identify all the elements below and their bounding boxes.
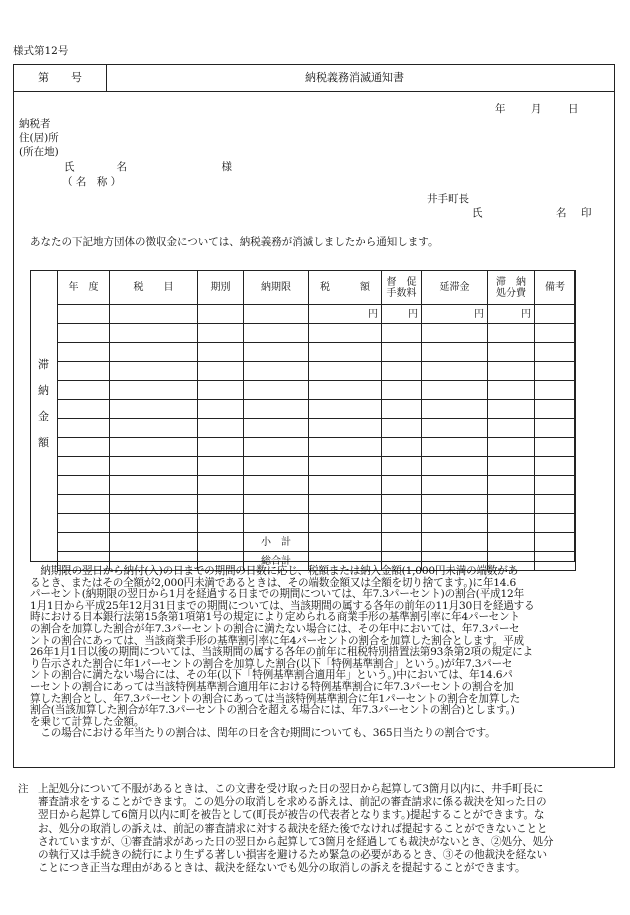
col-late-charge: 延滞金 [422,271,488,305]
seal-mark: 印 [581,207,592,219]
col-remarks: 備考 [535,271,576,305]
number-label: 第 号 [38,71,82,84]
table-row [58,305,576,324]
explanation-line: 26年1月1日以後の期間については、当該期間の属する各年の前年に租税特別措置法第93条第2項の規定によ [30,646,533,659]
yen-unit: 円 [422,305,488,324]
side-label-2: 納 [38,384,49,397]
header-divider [13,91,615,92]
note-line: の執行又は手続きの続行により生ずる著しい損害を避けるため緊急の必要があるとき、③その他裁決を経ない [38,849,547,862]
late-charge-explanation [30,566,534,740]
note-line: されていますが、①審査請求があった日の翌日から起算して3箇月を経過しても裁決がないとき、②処分、処分 [38,835,554,848]
date-year: 年 [495,103,506,115]
col-tax-amount: 税 額 [309,271,382,305]
date-month: 月 [531,103,542,115]
explanation-line: 納期限の翌日から納付(入)の日までの期間の日数に応じ、税額または納入金額(1,000円未満の端数があ [30,565,519,577]
explanation-line: を乗じて計算した金額。 [30,715,145,728]
notice-text: あなたの下記地方団体の徴収金については、納税義務が消滅しましたから通知します。 [30,236,439,248]
location-label: (所在地) [19,146,59,158]
table-row [58,514,576,533]
table-row [58,495,576,514]
appeal-note [38,783,553,875]
date-day: 日 [568,103,579,115]
explanation-line: の割合を加算した割合が年7.3パーセントの割合に満たない場合には、その年中においては、年7.3パーセ [30,622,520,635]
table-row [58,400,576,419]
issuer-name: 氏 [472,207,483,219]
note-line: 上記処分について不服があるときは、この文書を受け取った日の翌日から起算して3箇月以内に、井手町長に [38,783,544,795]
table-row [58,476,576,495]
subtotal-row [58,533,576,552]
explanation-line: ーセントの割合にあっては当該特例基準割合適用年における特例基準割合に年7.3パーセントの割合を加 [30,680,514,693]
side-label-3: 金 [38,410,49,423]
table-row [58,362,576,381]
table-row [58,343,576,362]
note-line: お、処分の取消しの訴えは、前記の審査請求に対する裁決を経た後でなければ提起することができないことと [38,822,548,835]
note-line: 審査請求をすることができます。この処分の取消しを求める訴えは、前記の審査請求に係る裁決を知った日の [38,796,547,809]
yen-unit: 円 [488,305,535,324]
name-label: 氏 名 様 [64,161,232,173]
document-title: 納税義務消滅通知書 [305,71,404,84]
explanation-line: り告示された割合に年1パーセントの割合を加算した割合(以下「特例基準割合」という。)が年7.3パーセ [30,657,513,670]
table-row [58,438,576,457]
address-label: 住(居)所 [19,132,59,144]
table-row [58,419,576,438]
corp-name-label: （ 名 称 ） [62,176,122,188]
header-row [58,271,576,305]
explanation-line: パーセント(納期限の翌日から1月を経過する日までの期間については、年7.3パーセント)の割合(平成12年 [30,588,524,601]
col-disposition-cost: 滞 納 処分費 [488,271,535,305]
explanation-line: 割合(当該加算した割合が年7.3パーセントの割合を超える場合には、年7.3パーセントの割合)とします。) [30,704,515,717]
note-line: 翌日から起算して6箇月以内に町を被告として(町長が被告の代表者となります。)提起することができます。な [38,809,545,822]
form-id: 様式第12号 [13,45,69,57]
table-row [58,324,576,343]
issuer-office: 井手町長 [427,193,469,205]
explanation-line: 算した割合とし、年7.3パーセントの割合にあっては当該特例基準割合に年1パーセントの割合を加算した [30,692,520,705]
explanation-line: 時における日本銀行法第15条第1項第1号の規定により定められる商業手形の基準割引率に年4パーセント [30,611,520,624]
col-period: 期別 [198,271,244,305]
issuer-name-2: 名 [556,207,567,219]
explanation-line: この場合における年当たりの割合は、閏年の日を含む期間についても、365日当たりの割合です。 [30,727,496,740]
col-tax-item: 税 目 [110,271,198,305]
explanation-line: 1月1日から平成25年12月31日までの期間については、当該期間の属する各年の前年の11月30日を経過する [30,599,535,612]
explanation-line: るとき、またはその全額が2,000円未満であるときは、その端数金額又は全額を切り捨てます。)に年14.6 [30,576,517,589]
arrears-table [57,270,576,571]
header-separator [106,64,107,91]
side-label-1: 滞 [38,358,49,371]
table-row [58,457,576,476]
side-label-4: 額 [38,436,49,449]
yen-unit: 円 [309,305,382,324]
col-reminder-fee: 督 促 手数料 [382,271,422,305]
note-label: 注 [18,783,29,795]
grand-total-label: 総合計 [244,552,309,571]
subtotal-label: 小 計 [244,533,309,552]
explanation-line: ントの割合にあっては、当該商業手形の基準割引率に年4パーセントの割合を加算した割合とします。平成 [30,634,524,647]
col-fiscal-year: 年 度 [58,271,110,305]
taxpayer-label: 納税者 [19,118,51,130]
note-line: ことにつき正当な理由があるときは、裁決を経ないでも処分の取消しの訴えを提起することができます。 [38,862,526,875]
col-due-date: 納期限 [244,271,309,305]
explanation-line: ントの割合に満たない場合には、その年(以下「特例基準割合適用年」という。)中においては、年14.6パ [30,669,513,682]
table-row [58,381,576,400]
yen-unit: 円 [382,305,422,324]
